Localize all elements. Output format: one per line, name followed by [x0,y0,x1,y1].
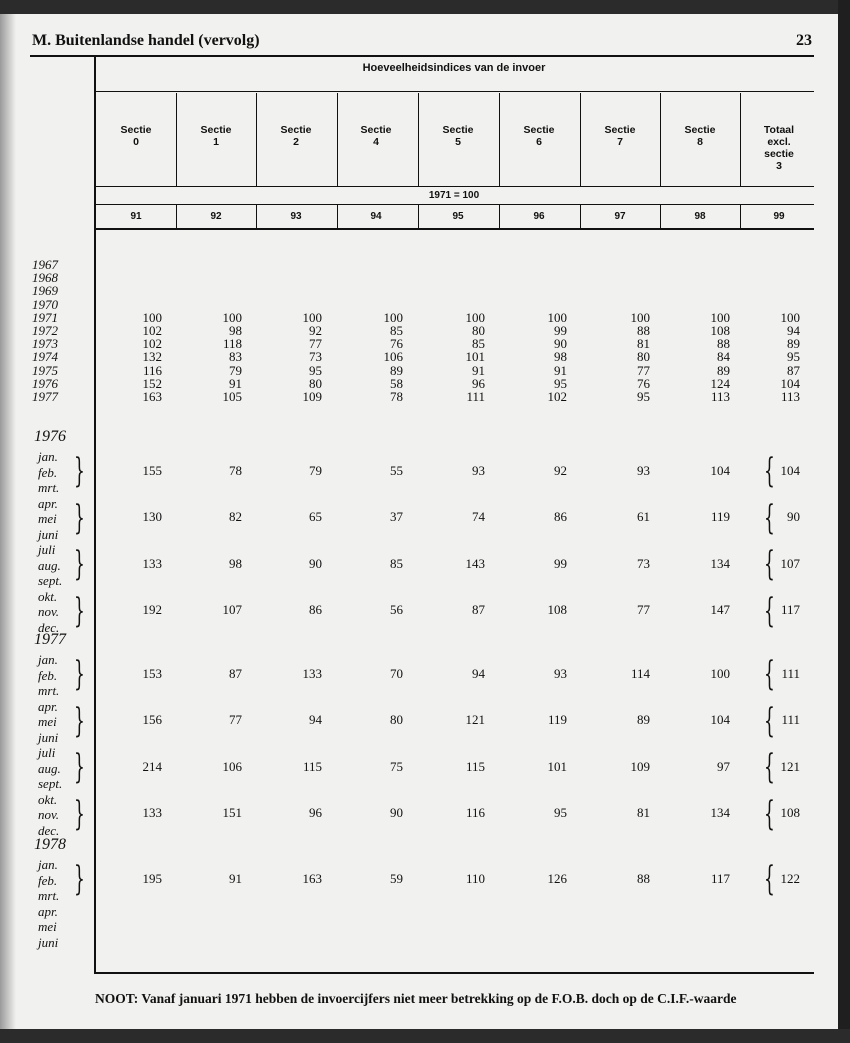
table-cell: 85 [390,555,403,571]
page-number: 23 [796,32,812,49]
table-cell: 77 [309,336,322,352]
table-cell: 104 [710,462,730,478]
month-label: mrt. [38,480,60,495]
month-label: sept. [38,776,63,791]
table-cell: 147 [710,602,730,618]
table-cell: 91 [472,362,485,378]
table-cell: 88 [637,323,650,338]
quarter-brace: { [764,451,775,491]
month-label: apr. [38,495,58,511]
table-cell: 153 [142,665,162,681]
month-label: jan. [38,449,58,464]
section-year: 1977 [34,631,66,648]
table-cell: 156 [142,712,162,728]
table-cell: 58 [390,375,403,391]
table-cell: 100 [547,309,567,325]
base-rule-bottom [95,204,814,205]
table-cell: 99 [554,323,567,338]
table-cell: 143 [465,555,485,571]
table-cell: 98 [554,349,567,365]
table-cell: 80 [637,349,650,365]
column-header: Sectie 4 [360,124,392,148]
table-cell: 101 [547,758,567,774]
table-cell: 87 [229,665,242,681]
table-cell: 133 [302,665,322,681]
table-cell: 76 [390,336,403,352]
table-cell: 61 [637,509,650,525]
column-header: Sectie 0 [120,124,152,148]
table-cell: 74 [472,509,485,525]
year-label: 1972 [32,323,58,338]
table-cell: 117 [710,870,730,886]
table-cell: 163 [302,870,322,886]
month-label: nov. [38,807,60,822]
quarter-brace: { [764,590,775,631]
column-separator [740,93,741,186]
code-separator [740,205,741,229]
table-cell: 100 [142,309,162,325]
month-label: feb. [38,667,58,683]
code-separator [256,205,257,229]
table-cell: 91 [229,375,242,391]
year-label: 1969 [32,283,58,299]
column-header: Sectie 8 [684,124,716,148]
column-separator [337,93,338,186]
table-cell: 99 [554,555,567,571]
table-cell: 132 [142,349,162,365]
table-cell: 115 [465,758,485,774]
month-label: nov. [38,604,60,619]
code-separator [660,205,661,229]
table-cell: 108 [710,323,730,338]
column-code: 99 [773,211,785,222]
table-cell: 37 [390,509,403,525]
column-header: Sectie 5 [442,124,474,148]
year-label: 1974 [32,349,58,365]
column-header: Sectie 1 [200,124,232,148]
table-cell: 155 [142,462,162,478]
table-cell: 108 [547,602,567,618]
table-cell: 94 [787,323,800,338]
year-label: 1970 [32,296,58,312]
table-cell: 100 [710,665,730,681]
table-cell: 94 [472,665,485,681]
table-cell: 100 [222,309,242,325]
column-header: Sectie 6 [523,124,555,148]
month-label: okt. [38,791,58,807]
code-separator [337,205,338,229]
month-label: mrt. [38,683,60,698]
table-cell: 134 [710,805,730,821]
base-rule-top [95,186,814,187]
table-cell: 78 [229,462,242,478]
month-label: feb. [38,872,58,888]
quarter-brace: { [764,700,775,741]
table-cell: 111 [781,665,800,681]
month-label: apr. [38,698,58,714]
table-cell: 105 [222,389,242,404]
code-rule [95,228,814,230]
table-cell: 73 [637,555,650,571]
month-label: mrt. [38,888,60,903]
page-edge-shadow [0,0,16,1043]
table-cell: 91 [554,362,567,378]
month-label: aug. [38,760,61,776]
table-cell: 100 [710,309,730,325]
table-cell: 106 [383,349,403,365]
column-code: 96 [533,211,545,222]
table-cell: 93 [637,462,650,478]
table-cell: 130 [142,509,162,525]
table-cell: 95 [554,805,567,821]
column-code: 95 [452,211,464,222]
quarter-brace: } [74,747,85,787]
table-cell: 82 [229,509,242,525]
table-cell: 94 [309,712,322,728]
month-label: juni [38,526,59,542]
table-cell: 119 [547,712,567,728]
table-cell: 109 [302,389,322,404]
month-label: apr. [38,903,58,919]
table-cell: 80 [309,375,322,391]
table-cell: 79 [229,362,242,378]
year-label: 1975 [32,362,58,378]
table-cell: 214 [142,758,162,774]
quarter-brace: { [764,859,775,899]
table-cell: 121 [780,758,800,774]
table-cell: 84 [717,349,730,365]
month-label: mei [38,919,57,934]
table-cell: 77 [229,712,242,728]
table-cell: 110 [465,870,485,886]
column-separator [176,93,177,186]
column-header: Sectie 7 [604,124,636,148]
table-cell: 92 [309,323,322,338]
quarter-brace: { [764,793,775,834]
month-label: juni [38,934,59,950]
table-cell: 89 [390,362,403,378]
quarter-brace: { [764,747,775,787]
table-cell: 93 [472,462,485,478]
quarter-brace: } [74,497,85,538]
bottom-rule [95,972,814,974]
year-label: 1973 [32,336,58,352]
table-cell: 104 [710,712,730,728]
column-code: 91 [130,211,142,222]
quarter-brace: { [764,497,775,538]
table-cell: 90 [390,805,403,821]
code-separator [176,205,177,229]
table-cell: 98 [229,323,242,338]
table-cell: 102 [142,336,162,352]
page-header [32,32,812,54]
table-cell: 55 [390,462,403,478]
table-cell: 104 [780,462,800,478]
table-cell: 89 [637,712,650,728]
table-cell: 133 [142,555,162,571]
table-cell: 89 [787,336,800,352]
table-cell: 113 [780,389,800,404]
month-label: mei [38,714,57,729]
table-cell: 152 [142,375,162,391]
table-cell: 100 [383,309,403,325]
month-label: aug. [38,557,61,573]
table-cell: 133 [142,805,162,821]
column-separator [256,93,257,186]
table-cell: 81 [637,336,650,352]
column-separator [660,93,661,186]
quarter-brace: } [74,700,85,741]
quarter-brace: { [764,544,775,584]
table-cell: 56 [390,602,403,618]
table-cell: 86 [554,509,567,525]
quarter-brace: } [74,859,85,899]
table-cell: 95 [309,362,322,378]
table-cell: 85 [390,323,403,338]
table-cell: 96 [472,375,485,391]
table-cell: 116 [142,362,162,378]
section-year: 1978 [34,836,66,853]
table-cell: 73 [309,349,322,365]
table-cell: 90 [554,336,567,352]
table-cell: 75 [390,758,403,774]
table-cell: 79 [309,462,322,478]
table-cell: 93 [554,665,567,681]
table-cell: 151 [222,805,242,821]
table-cell: 70 [390,665,403,681]
month-label: juni [38,729,59,745]
table-cell: 92 [554,462,567,478]
column-code: 98 [694,211,706,222]
table-cell: 109 [630,758,650,774]
year-label: 1967 [32,257,58,272]
column-header: Totaal excl. sectie 3 [763,124,795,172]
table-cell: 97 [717,758,730,774]
table-cell: 104 [780,375,800,391]
table-cell: 80 [390,712,403,728]
table-cell: 107 [222,602,242,618]
month-label: okt. [38,588,58,604]
table-cell: 96 [309,805,322,821]
table-cell: 114 [630,665,650,681]
table-cell: 106 [222,758,242,774]
month-label: juli [38,745,56,760]
table-cell: 192 [142,602,162,618]
code-separator [499,205,500,229]
section-year: 1976 [34,428,66,445]
year-label: 1976 [32,375,58,391]
table-cell: 111 [466,389,485,404]
table-cell: 98 [229,555,242,571]
table-cell: 111 [781,712,800,728]
column-header: Sectie 2 [280,124,312,148]
month-label: mei [38,511,57,526]
table-cell: 90 [309,555,322,571]
quarter-brace: { [764,654,775,694]
table-cell: 80 [472,323,485,338]
table-cell: 100 [465,309,485,325]
table-cell: 102 [547,389,567,404]
column-code: 94 [370,211,382,222]
table-cell: 85 [472,336,485,352]
header-rule [30,55,814,57]
table-cell: 83 [229,349,242,365]
scan-border-bottom [0,1029,850,1043]
table-cell: 89 [717,362,730,378]
column-code: 92 [210,211,222,222]
year-label: 1968 [32,270,58,286]
month-label: juli [38,542,56,557]
table-cell: 87 [787,362,800,378]
quarter-brace: } [74,590,85,631]
table-cell: 115 [302,758,322,774]
month-label: sept. [38,573,63,588]
table-cell: 88 [717,336,730,352]
month-label: feb. [38,464,58,480]
table-cell: 81 [637,805,650,821]
table-cell: 163 [142,389,162,404]
scan-border-right [838,0,850,1043]
column-separator [580,93,581,186]
column-separator [418,93,419,186]
table-cell: 59 [390,870,403,886]
quarter-brace: } [74,544,85,584]
column-code: 97 [614,211,626,222]
table-cell: 77 [637,362,650,378]
table-cell: 107 [780,555,800,571]
table-cell: 100 [302,309,322,325]
column-separator [499,93,500,186]
table-cell: 124 [710,375,730,391]
month-label: dec. [38,619,60,635]
table-cell: 91 [229,870,242,886]
table-cell: 101 [465,349,485,365]
table-cell: 195 [142,870,162,886]
table-cell: 117 [780,602,800,618]
table-cell: 122 [780,870,800,886]
quarter-brace: } [74,654,85,694]
page-title: M. Buitenlandse handel (vervolg) [32,32,260,49]
title-rule [95,91,814,92]
table-cell: 121 [465,712,485,728]
table-cell: 100 [630,309,650,325]
table-cell: 100 [780,309,800,325]
table-cell: 102 [142,323,162,338]
base-year-label: 1971 = 100 [428,190,480,201]
table-cell: 95 [554,375,567,391]
table-cell: 88 [637,870,650,886]
table-cell: 126 [547,870,567,886]
month-label: jan. [38,652,58,667]
month-label: jan. [38,857,58,872]
table-cell: 77 [637,602,650,618]
table-cell: 134 [710,555,730,571]
table-cell: 95 [637,389,650,404]
month-label: dec. [38,822,60,838]
code-separator [418,205,419,229]
table-cell: 95 [787,349,800,365]
table-cell: 87 [472,602,485,618]
quarter-brace: } [74,451,85,491]
table-cell: 90 [787,509,800,525]
year-label: 1977 [32,389,58,404]
table-cell: 108 [780,805,800,821]
table-cell: 65 [309,509,322,525]
table-cell: 76 [637,375,650,391]
code-separator [580,205,581,229]
table-cell: 118 [222,336,242,352]
table-cell: 113 [710,389,730,404]
footnote: NOOT: Vanaf januari 1971 hebben de invoercijfers niet meer betrekking op de F.O.B. doch op de C.I.F.-waarde [95,991,737,1006]
scan-border-top [0,0,850,14]
column-code: 93 [290,211,302,222]
table-cell: 86 [309,602,322,618]
table-cell: 116 [465,805,485,821]
table-cell: 119 [710,509,730,525]
year-label: 1971 [32,309,58,325]
table-cell: 78 [390,389,403,404]
quarter-brace: } [74,793,85,834]
table-title: Hoeveelheidsindices van de invoer [362,62,546,74]
